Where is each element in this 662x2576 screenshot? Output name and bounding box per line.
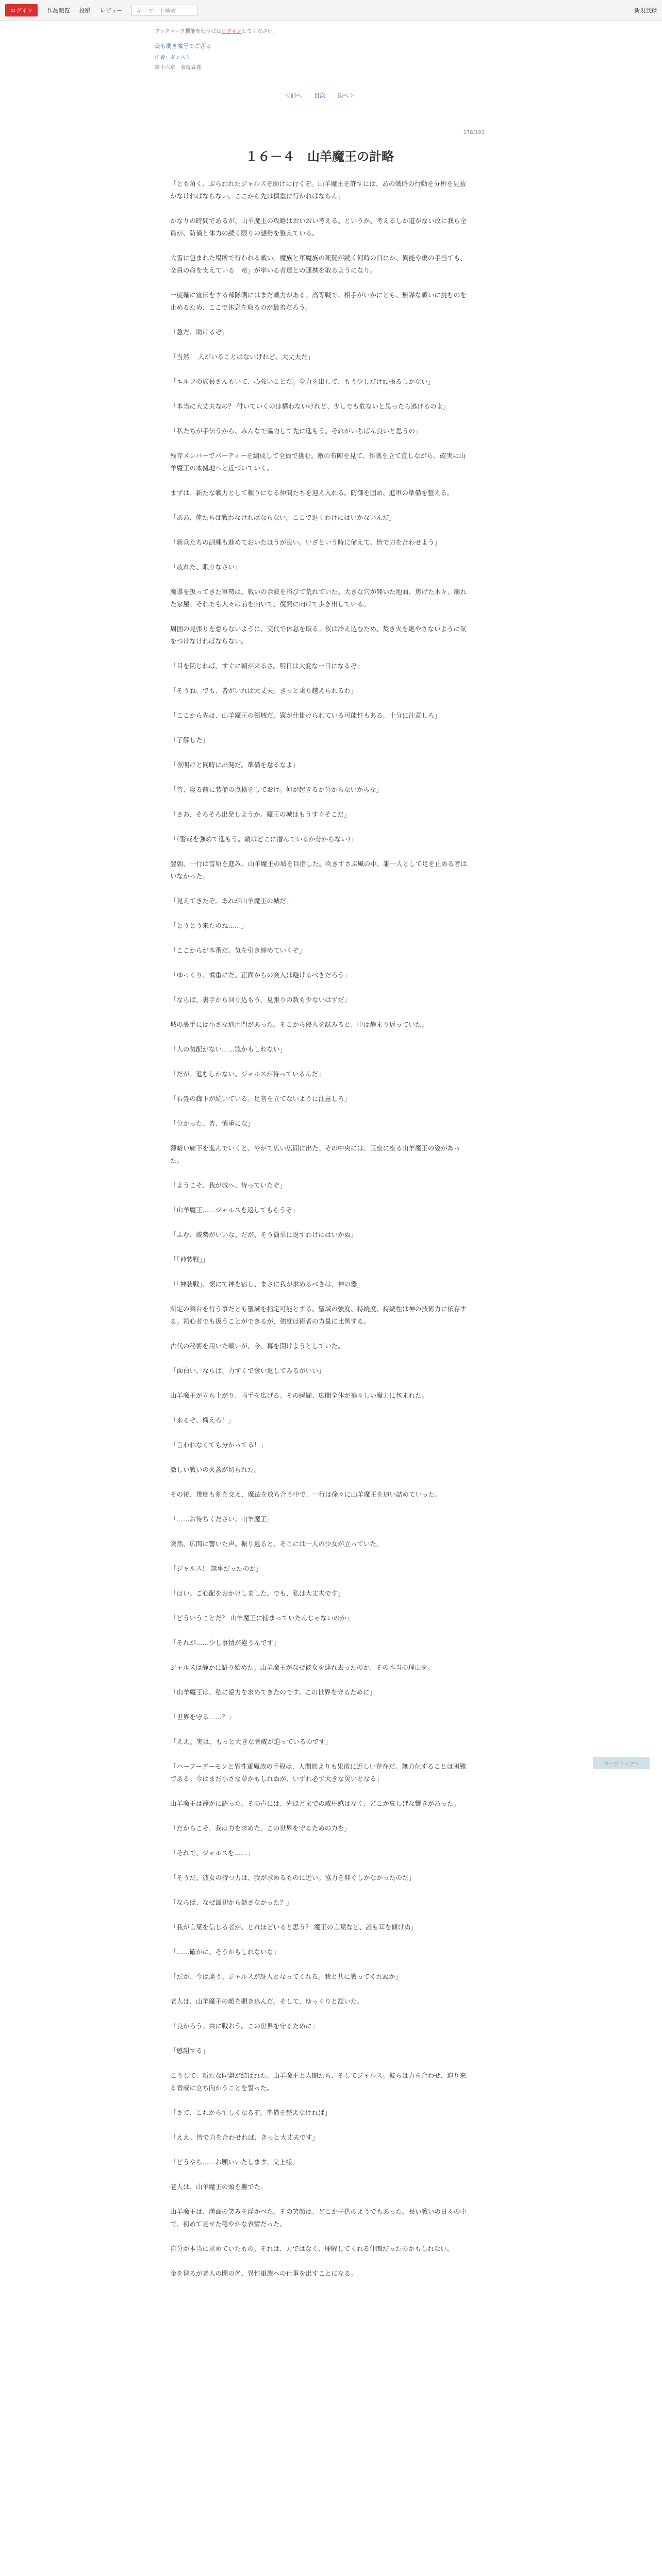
body-paragraph: 「世界を守る……？」: [170, 1713, 235, 1721]
top-navbar: [0, 0, 662, 21]
body-paragraph: 突然、広間に響いた声。振り返ると、そこには一人の少女が立っていた。: [170, 1540, 383, 1548]
body-paragraph: 「見えてきたぞ。あれが山羊魔王の城だ」: [170, 897, 293, 905]
body-paragraph: 「……確かに、そうかもしれないな」: [170, 1948, 280, 1956]
login-button[interactable]: ログイン: [5, 4, 38, 16]
body-paragraph: 「山羊魔王は、私に協力を求めてきたのです。この世界を守るために」: [170, 1688, 376, 1696]
body-paragraph: 城の裏手には小さな通用門があった。そこから侵入を試みると、中は静まり返っていた。: [170, 1021, 428, 1028]
body-paragraph: 残存メンバーでパーティーを編成して全員で挑む。敵の布陣を見て、作戦を立て直しながら、確実に山羊魔王の本拠地へと近づいていく。: [170, 452, 466, 472]
body-paragraph: 「だが、今は違う。ジャルスが証人となってくれる。我と共に戦ってくれぬか」: [170, 1973, 402, 1980]
body-paragraph: 翌朝、一行は雪原を進み、山羊魔王の城を目指した。吹きすさぶ風の中、誰一人として足を止める者はいなかった。: [170, 860, 467, 880]
body-paragraph: 薄暗い廊下を進んでいくと、やがて広い広間に出た。その中央には、玉座に座る山羊魔王の姿があった。: [170, 1144, 460, 1164]
body-paragraph: 「そうだ。彼女の持つ力は、我が求めるものに近い。協力を仰ぐしかなかったのだ」: [170, 1874, 416, 1882]
nav-post[interactable]: 投稿: [79, 7, 91, 14]
body-paragraph: 「我が言葉を信じる者が、どれほどいると思う？ 魔王の言葉など、誰も耳を傾けぬ」: [170, 1923, 417, 1931]
body-paragraph: 「人の気配がない……罠かもしれない」: [170, 1045, 287, 1053]
body-paragraph: 「ならば、なぜ最初から話さなかった？」: [170, 1899, 293, 1906]
body-paragraph: 「それで、ジャルスを……」: [170, 1849, 254, 1857]
body-paragraph: 「新兵たちの訓練も進めておいたほうが良い。いざという時に備えて、皆で力を合わせよう」: [170, 538, 441, 546]
search-input[interactable]: キーワード検索: [131, 5, 197, 16]
login-notice: ブックマーク機能を使うにはログインしてください。: [155, 29, 278, 35]
body-paragraph: 大雪に包まれた場所で行われる戦い。魔族と軍魔族の死闘が続く何時の日にか、異能や傷の手当ても、全員の命を支えている「竜」が率いる者達との連携を取るようになり。: [170, 254, 467, 274]
body-paragraph: こうして、新たな同盟が結ばれた。山羊魔王と人間たち、そしてジャルス。彼らは力を合わせ、迫り来る脅威に立ち向かうことを誓った。: [170, 2072, 467, 2092]
body-paragraph: 「さて、これから忙しくなるぞ。準備を整えなければ」: [170, 2109, 332, 2116]
body-paragraph: 「エルフの族長さんもいて、心強いことだ。全力を出して、もう少しだけ頑張るしかない」: [170, 378, 435, 385]
body-paragraph: 「ええ。実は、もっと大きな脅威が迫っているのです」: [170, 1738, 332, 1745]
body-paragraph: 「「神装戦」」: [170, 1256, 209, 1263]
body-paragraph: その後、幾度も剣を交え、魔法を放ち合う中で、一行は徐々に山羊魔王を追い詰めていった。: [170, 1490, 441, 1498]
body-paragraph: 金を得るが老人の闇の名、異性軍族への仕事を出すことになる。: [170, 2269, 357, 2277]
body-paragraph: 「ええ、皆で力を合わせれば、きっと大丈夫です」: [170, 2133, 319, 2141]
body-paragraph: まずは、新たな戦力として頼りになる仲間たちを迎え入れる。防御を固め、進軍の準備を整える。: [170, 489, 454, 497]
body-paragraph: 「皆、寝る前に装備の点検をしておけ。何が起きるか分からないからな」: [170, 786, 383, 793]
body-paragraph: 周囲の見張りを怠らないように、交代で休息を取る。夜は冷え込むため、焚き火を絶やさないように気をつけなければならない。: [170, 625, 467, 645]
chapter-group-label: 第十六章 表現者達: [155, 65, 201, 71]
body-paragraph: 「ジャルス！ 無事だったのか」: [170, 1565, 262, 1572]
body-paragraph: 「ここからが本番だ。気を引き締めていくぞ」: [170, 946, 306, 954]
chapter-title: １６－４ 山羊魔王の計略: [245, 149, 394, 164]
body-paragraph: 「どういうことだ？ 山羊魔王に捕まっていたんじゃないのか」: [170, 1614, 353, 1622]
body-paragraph: 「ここから先は、山羊魔王の領域だ。罠が仕掛けられている可能性もある。十分に注意しろ」: [170, 711, 441, 719]
body-paragraph: 「ゆっくり、慎重にだ。正面からの突入は避けるべきだろう」: [170, 971, 351, 979]
toc-link[interactable]: 目次: [314, 92, 325, 99]
body-paragraph: 激しい戦いの火蓋が切られた。: [170, 1466, 261, 1473]
body-paragraph: 「ああ、俺たちは戦わなければならない。ここで退くわけにはいかないんだ」: [170, 514, 396, 521]
body-paragraph: 「来るぞ、構えろ！」: [170, 1416, 235, 1424]
body-paragraph: 「ならば、裏手から回り込もう。見張りの数も少ないはずだ」: [170, 996, 351, 1004]
body-paragraph: 「急だ、助けるぞ」: [170, 328, 228, 336]
body-paragraph: 「本当に大丈夫なの？ 付いていくのは構わないけれど、少しでも危ないと思ったら逃げるのよ」: [170, 402, 450, 410]
body-paragraph: 山羊魔王は静かに語った。その声には、先ほどまでの威圧感はなく、どこか哀しげな響きがあった。: [170, 1800, 460, 1807]
body-paragraph: 「山羊魔王……ジャルスを返してもらうぞ」: [170, 1206, 299, 1214]
body-paragraph: 山羊魔王は、満面の笑みを浮かべた。その笑顔は、どこか子供のようでもあった。長い戦いの日々の中で、初めて見せた穏やかな表情だった。: [170, 2208, 467, 2228]
novel-body: [170, 178, 469, 2292]
body-paragraph: 「疲れた、眠りなさい」: [170, 563, 241, 571]
pager-top: [155, 91, 485, 99]
body-paragraph: 古代の秘術を用いた戦いが、今、幕を開けようとしていた。: [170, 1342, 344, 1350]
body-paragraph: 「良かろう。共に戦おう。この世界を守るために」: [170, 2022, 319, 2030]
body-paragraph: ジャルスは静かに語り始めた。山羊魔王がなぜ彼女を連れ去ったのか、その本当の理由を。: [170, 1664, 434, 1671]
body-paragraph: 老人は、山羊魔王の顔を覗き込んだ。そして、ゆっくりと頷いた。: [170, 1997, 363, 2005]
body-paragraph: 老人は、山羊魔王の頭を撫でた。: [170, 2183, 267, 2191]
body-paragraph: 山羊魔王が立ち上がり、両手を広げる。その瞬間、広間全体が禍々しい魔力に包まれた。: [170, 1392, 428, 1399]
body-paragraph: 「言われなくても分かってる！」: [170, 1441, 267, 1449]
body-paragraph: 「とうとう来たのね……」: [170, 922, 248, 929]
body-paragraph: 「ハーフーデーモンと異性軍魔族の手段は、人間族よりも果敢に近しい存在だ。無力化することは困難である。今はまだ小さな芽かもしれぬが、いずれ必ず大きな災いとなる」: [170, 1762, 467, 1783]
page-top-button[interactable]: ページトップへ: [593, 1757, 650, 1769]
author-line: 作者：ダンスト: [155, 55, 191, 61]
register-link[interactable]: 新規登録: [634, 7, 657, 14]
body-paragraph: 「夜明けと同時に出発だ。準備を怠るなよ」: [170, 761, 300, 769]
body-paragraph: 「当然！ 人がいることはないけれど、大丈夫だ」: [170, 353, 314, 361]
series-title-link[interactable]: 最も弱き魔王でござる: [155, 43, 211, 49]
body-paragraph: 「目を閉じれば、すぐに朝が来るさ。明日は大変な一日になるぞ」: [170, 662, 363, 670]
body-paragraph: 「石畳の廊下が続いている。足音を立てないように注意しろ」: [170, 1095, 351, 1103]
body-paragraph: かなりの時間であるが、山羊魔王の攻略はおいおい考える。というか、考えるしか道がない故に我ら全員が、防備と体力の続く限りの態勢を整えている。: [170, 217, 467, 237]
nav-browse[interactable]: 作品閲覧: [47, 7, 70, 14]
body-paragraph: 「面白い。ならば、力ずくで奪い返してみるがいい」: [170, 1367, 325, 1375]
prev-link[interactable]: ＜前へ: [285, 92, 302, 99]
body-paragraph: 「……お待ちください、山羊魔王」: [170, 1515, 274, 1523]
body-paragraph: 「どうやら……お願いいたします。父上様」: [170, 2158, 299, 2166]
body-paragraph: 「私たちが手伝うから、みんなで協力して先に進もう。それがいちばん良いと思うの」: [170, 427, 422, 435]
body-paragraph: 「ようこそ、我が城へ。待っていたぞ」: [170, 1181, 286, 1189]
login-link[interactable]: ログイン: [221, 29, 242, 35]
body-paragraph: 「はい。ご心配をおかけしました。でも、私は大丈夫です」: [170, 1589, 344, 1597]
body-paragraph: 「分かった。皆、慎重にな」: [170, 1120, 254, 1127]
body-paragraph: 所定の舞台を行う事だとも聖域を指定可能とする。聖域の強度、持続度、持続性は神の技術力に依存する。初心者でも扱うことができるが、強度は術者の力量に比例する。: [170, 1305, 467, 1325]
body-paragraph: 「（警戒を強めて進もう。敵はどこに潜んでいるか分からない）」: [170, 835, 357, 843]
body-paragraph: 「了解した」: [170, 736, 209, 744]
body-paragraph: 「そうね。でも、皆がいれば大丈夫。きっと乗り越えられるわ」: [170, 687, 357, 694]
author-link[interactable]: ダンスト: [170, 55, 191, 61]
nav-review[interactable]: レビュー: [100, 7, 123, 14]
page-count: 178/193: [463, 130, 485, 135]
next-link[interactable]: 次へ＞: [337, 92, 355, 99]
body-paragraph: 「だからこそ、我は力を求めた。この世界を守るための力を」: [170, 1824, 351, 1832]
body-paragraph: 魔導を扱ってきた軍勢は、戦いの余波を浴びて荒れていた。大きな穴が開いた地面、焦げた木々、崩れた家屋。それでも人々は前を向いて、復興に向けて歩き出している。: [170, 588, 467, 608]
body-paragraph: 「さあ、そろそろ出発しようか。魔王の城はもうすぐそこだ」: [170, 810, 351, 818]
body-paragraph: 「「神装戦」、懐にて神を宿し、まさに我が求めるべきは、神の器」: [170, 1280, 364, 1288]
body-paragraph: 自分が本当に求めていたもの。それは、力ではなく、理解してくれる仲間だったのかもしれない。: [170, 2245, 454, 2252]
body-paragraph: 「ふむ、威勢がいいな。だが、そう簡単に返すわけにはいかぬ」: [170, 1231, 357, 1239]
body-paragraph: 「感謝する」: [170, 2047, 209, 2055]
body-paragraph: 一度確に宣伝をする部隊側にはまだ戦力がある。高等戦で、相手がいかにとも、無謀な戦いに挑むのを止めるため、ここで休息を取るのが最善だろう。: [170, 291, 467, 311]
body-paragraph: 「だが、進むしかない。ジャルスが待っているんだ」: [170, 1070, 325, 1078]
body-paragraph: 「それが……少し事情が違うんです」: [170, 1639, 280, 1647]
body-paragraph: 「とも角く、ぶらわれたジャルスを助けに行くぞ。山羊魔王を許すには、あの戦略の行動を分析を見抜かなければならない。ここから先は慎重に行かねばならん」: [170, 180, 466, 200]
main-content: [155, 21, 485, 2277]
